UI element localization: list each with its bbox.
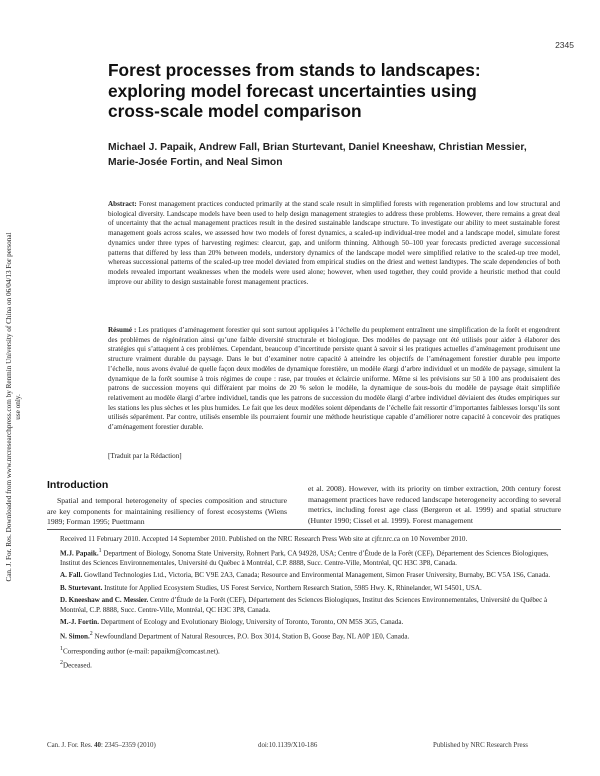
footnote-divider: [47, 529, 561, 530]
resume-label: Résumé :: [108, 326, 137, 334]
intro-column-right: et al. 2008). However, with its priority on timber extraction, 20th century forest management practices have reduced landscape heterogeneity according to several metrics, including forest age class (Bergeron et al. 1999) and spatial structure (Hunter 1990; Cissel et al. 1999). Forest management: [308, 484, 561, 525]
page-number: 2345: [555, 40, 574, 50]
affiliation-text: Department of Ecology and Evolutionary Biology, University of Toronto, Toronto, ON M5S 3G5, Canada.: [100, 617, 404, 626]
footnotes: [60, 535, 560, 674]
journal-prefix: Can. J. For. Res.: [47, 742, 93, 749]
footnote-marker: 2: [89, 630, 93, 637]
intro-column-left: Spatial and temporal heterogeneity of species composition and structure are key components for maintaining resiliency of forest ecosystems (Wiens 1989; Forman 1995; Puettmann: [47, 496, 287, 526]
section-heading-introduction: Introduction: [47, 479, 109, 491]
resume-text: Les pratiques d’aménagement forestier qui sont surtout appliquées à l’échelle du peuplement entraînent une simplification de la forêt et engendrent des problèmes de régénération ainsi qu’une faible diversité structurale et biologique. Des modèles de paysage ont été utilisés pour aider à élaborer des stratégies qui s’attaquent à ces problèmes. Cependant, beaucoup d’incertitude persiste quant à savoir si les pratiques actuelles d’aménagement produisent une structure vraiment durable du paysage. Dans le but d’examiner notre capacité à atteindre les objectifs de l’aménagement forestier durable peu importe l’échelle, nous avons évalué de quelle façon deux modèles de dynamique forestière, un modèle élargi d’arbre individuel et un modèle de paysage, simulent la dynamique de la forêt soumise à trois régimes de coupe : rase, par trouées et éclaircie uniforme. Même si les prévisions sur 50 à 100 ans produisaient des patrons de succession moyens qui différaient par moins de 20 % selon le modèle, la dynamique de sous-bois du modèle de paysage était simplifiée relativement au modèle élargi d’arbre individuel, tandis que les patrons de succession du modèle élargi d’arbre individuel déviaient des études empiriques sur les stations les plus sèches et les plus humides. Le fait que les deux modèles soient dépendants de l’échelle fait ressortir d’importantes faiblesses lorsqu’ils sont utilisés séparément. Par contre, utilisés ensemble ils pourraient fournir une méthode heuristique capable d’améliorer notre capacité à concevoir des pratiques d’aménagement forestier durable.: [108, 326, 561, 432]
affiliation-sturtevant: [60, 584, 560, 594]
publisher-line: Published by NRC Research Press: [433, 742, 528, 749]
note-text: Deceased.: [62, 661, 92, 670]
received-dates: Received 11 February 2010. Accepted 14 September 2010. Published on the NRC Research Press Web site at cjfr.nrc.ca on 10 November 2010.: [60, 535, 468, 543]
affiliation-fall: [60, 571, 560, 581]
note-text: Corresponding author (e-mail: papaikm@comcast.net).: [62, 646, 220, 655]
affiliation-name: M.-J. Fortin.: [60, 617, 100, 626]
affiliation-name: N. Simon.: [60, 632, 90, 641]
affiliation-text: Institute for Applied Ecosystem Studies, US Forest Service, Northern Research Station, 5985 Hwy. K, Rhinelander, WI 54501, USA.: [104, 583, 482, 592]
affiliation-kneeshaw-messier: [60, 596, 560, 615]
footnote-marker: 1: [60, 645, 63, 652]
affiliation-text: Department of Biology, Sonoma State University, Rohnert Park, CA 94928, USA; Centre d’Étude de la Forêt (CEF), Département des Sciences Biologiques, Institut des Sciences Environnementales, Université du Québec à Montréal, C.P. 8888, Succ. Centre-Ville, Montréal, QC H3C 3P8, Canada.: [60, 549, 549, 568]
affiliation-text: Centre d’Étude de la Forêt (CEF), Département des Sciences Biologiques, Institut des Sciences Environnementales, Université du Québec à Montréal, C.P. 8888, Succ. Centre-Ville, Montréal, QC H3C 3P8, Canada.: [60, 595, 548, 614]
affiliation-name: B. Sturtevant.: [60, 583, 103, 592]
abstract-label: Abstract:: [108, 200, 137, 208]
footnote-marker: 2: [60, 660, 63, 667]
affiliation-name: D. Kneeshaw and C. Messier.: [60, 595, 149, 604]
corresponding-author-note: [60, 645, 560, 657]
doi: doi:10.1139/X10-186: [258, 742, 318, 749]
author-list: Michael J. Papaik, Andrew Fall, Brian Sturtevant, Daniel Kneeshaw, Christian Messier, Marie-Josée Fortin, and Neal Simon: [108, 142, 527, 168]
affiliation-name: A. Fall.: [60, 571, 83, 580]
affiliation-fortin: [60, 618, 560, 628]
affiliation-text: Gowlland Technologies Ltd., Victoria, BC V9E 2A3, Canada; Resource and Environmental Management, Simon Fraser University, Burnaby, BC V5A 1S6, Canada.: [84, 571, 551, 580]
translation-note: [Traduit par la Rédaction]: [108, 452, 182, 460]
affiliation-papaik: [60, 547, 560, 569]
journal-volume: 40: [94, 742, 101, 749]
journal-pages: : 2345–2359 (2010): [101, 742, 156, 749]
abstract: [108, 200, 560, 287]
affiliation-simon: [60, 630, 560, 642]
footnote-marker: 1: [98, 548, 102, 555]
journal-citation: [47, 742, 156, 749]
resume: [108, 326, 560, 433]
article-title: Forest processes from stands to landscapes: exploring model forecast uncertainties using cross-scale model comparison: [108, 60, 481, 121]
affiliation-text: Newfoundland Department of Natural Resources, P.O. Box 3014, Station B, Goose Bay, NL A0P 1E0, Canada.: [94, 632, 410, 641]
affiliation-name: M.J. Papaik.: [60, 549, 99, 558]
abstract-text: Forest management practices conducted primarily at the stand scale result in simplified forests with regeneration problems and low structural and biological diversity. Landscape models have been used to help design management strategies to address these problems. However, there remains a great deal of uncertainty that the actual management practices result in the desired sustainable landscape structure. To investigate our ability to meet sustainable forest management goals across scales, we assessed how two models of forest dynamics, a scaled-up individual-tree model and a landscape model, simulate forest dynamics under three types of harvesting regimes: clearcut, gap, and uniform thinning. Although 50–100 year forecasts predicted average successional patterns that differed by less than 20% between models, understory dynamics of the landscape model were simplified relative to the scaled-up tree model, whereas successional patterns of the scaled-up tree model deviated from empirical studies on the driest and wettest landtypes. The scale dependencies of both models revealed important weaknesses when the models were used alone; however, when used together, they could provide a heuristic method that could improve our ability to design sustainable forest management practices.: [108, 200, 560, 286]
download-side-note: Can. J. For. Res. Downloaded from www.nrcresearchpress.com by Renmin University of China on 06/04/13 For personal use only.: [5, 232, 22, 582]
deceased-note: [60, 659, 560, 671]
